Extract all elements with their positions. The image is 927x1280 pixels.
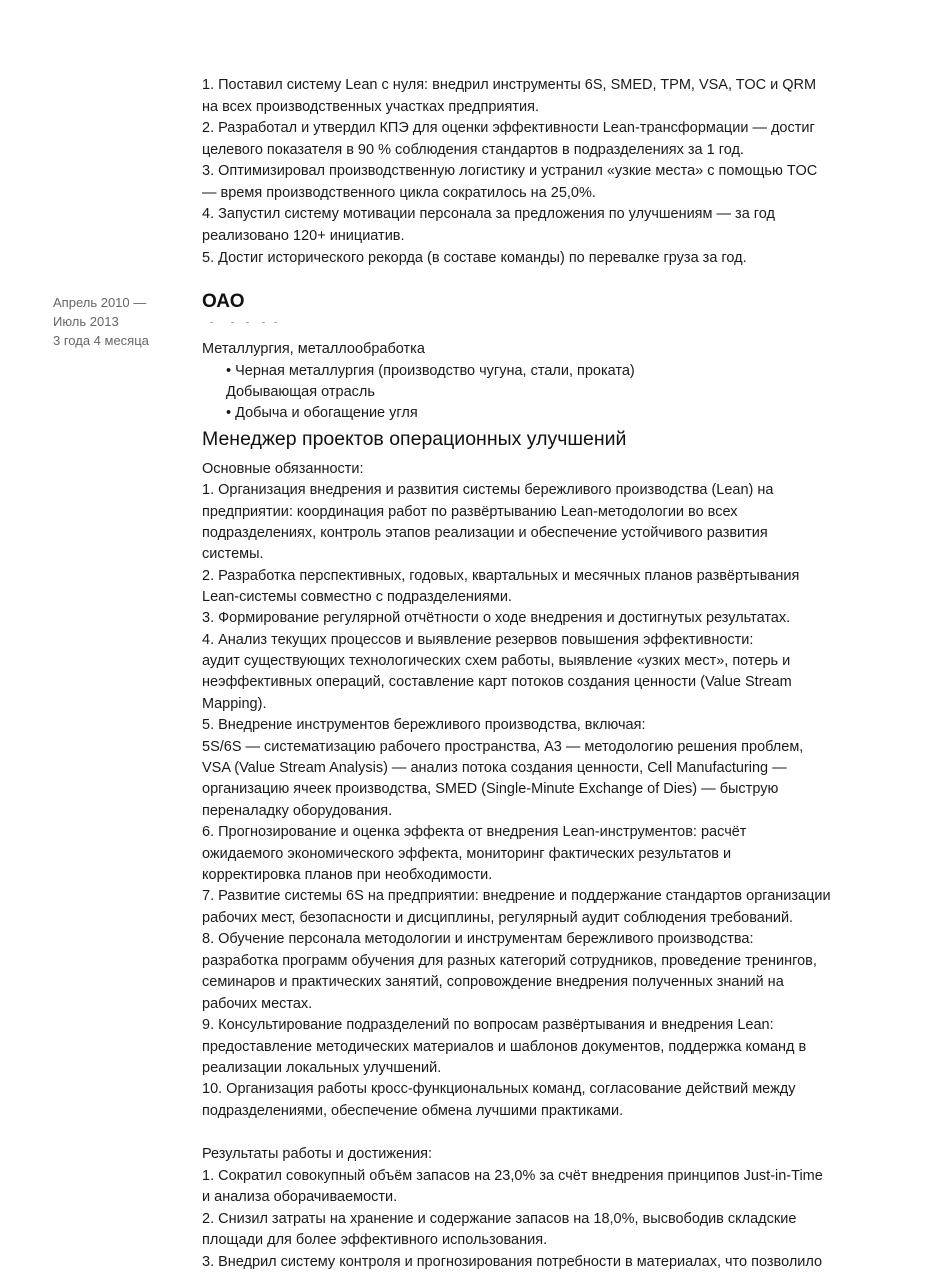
text-line: корректировка планов при необходимости. xyxy=(202,867,493,883)
text-line: 9. Консультирование подразделений по вопросам развёртывания и внедрения Lean: xyxy=(202,1017,774,1033)
industry-item: • Добыча и обогащение угля xyxy=(226,405,418,421)
text-line: переналадку оборудования. xyxy=(202,803,393,819)
text-line: организацию ячеек производства, SMED (Single-Minute Exchange of Dies) — быструю xyxy=(202,781,779,797)
text-line: разработка программ обучения для разных категорий сотрудников, проведение тренингов, xyxy=(202,953,817,969)
text-line: 3. Формирование регулярной отчётности о ходе внедрения и достигнутых результатах. xyxy=(202,610,791,626)
industry-label: Металлургия, металлообработка xyxy=(202,341,425,357)
text-line: целевого показателя в 90 % соблюдения стандартов в подразделениях за 1 год. xyxy=(202,142,744,158)
text-line: площади для более эффективного использования. xyxy=(202,1232,548,1248)
text-line: 2. Разработал и утвердил КПЭ для оценки эффективности Lean-трансформации — достиг xyxy=(202,120,815,136)
text-line: 2. Снизил затраты на хранение и содержание запасов на 18,0%, высвободив складские xyxy=(202,1211,797,1227)
period-duration: 3 года 4 месяца xyxy=(53,333,149,348)
period-start: Апрель 2010 — xyxy=(53,295,147,310)
text-line: системы. xyxy=(202,546,264,562)
text-line: 7. Развитие системы 6S на предприятии: внедрение и поддержание стандартов организации xyxy=(202,888,831,904)
text-line: Lean-системы совместно с подразделениями. xyxy=(202,589,512,605)
text-line: 2. Разработка перспективных, годовых, квартальных и месячных планов развёртывания xyxy=(202,568,800,584)
text-line: реализовано 120+ инициатив. xyxy=(202,228,405,244)
industry-item: • Черная металлургия (производство чугуна, стали, проката) xyxy=(226,363,635,379)
text-line: предприятии: координация работ по развёртыванию Lean-методологии во всех xyxy=(202,504,738,520)
text-line: Результаты работы и достижения: xyxy=(202,1146,433,1162)
text-line: реализации локальных улучшений. xyxy=(202,1060,442,1076)
text-line: 5. Внедрение инструментов бережливого производства, включая: xyxy=(202,717,646,733)
text-line: ожидаемого экономического эффекта, мониторинг фактических результатов и xyxy=(202,846,732,862)
text-line: семинаров и практических занятий, сопровождение внедрения полученных знаний на xyxy=(202,974,784,990)
text-line: 5. Достиг исторического рекорда (в составе команды) по перевалке груза за год. xyxy=(202,250,747,266)
text-line: на всех производственных участках предприятия. xyxy=(202,99,539,115)
text-line: 5S/6S — систематизацию рабочего пространства, A3 — методологию решения проблем, xyxy=(202,739,804,755)
text-line: 1. Сократил совокупный объём запасов на 23,0% за счёт внедрения принципов Just-in-Time xyxy=(202,1168,823,1184)
text-line: предоставление методических материалов и шаблонов документов, поддержка команд в xyxy=(202,1039,807,1055)
text-line: рабочих местах. xyxy=(202,996,313,1012)
text-line: 4. Анализ текущих процессов и выявление резервов повышения эффективности: xyxy=(202,632,754,648)
text-line: — время производственного цикла сократилось на 25,0%. xyxy=(202,185,596,201)
text-line: Основные обязанности: xyxy=(202,461,364,477)
text-line: аудит существующих технологических схем работы, выявление «узких мест», потерь и xyxy=(202,653,791,669)
text-line: 1. Поставил систему Lean с нуля: внедрил инструменты 6S, SMED, TPM, VSA, TOC и QRM xyxy=(202,77,817,93)
text-line: рабочих мест, безопасности и дисциплины, регулярный аудит соблюдения требований. xyxy=(202,910,794,926)
text-line: 4. Запустил систему мотивации персонала за предложения по улучшениям — за год xyxy=(202,206,775,222)
text-line: подразделениях, контроль этапов реализации и обеспечение устойчивого развития xyxy=(202,525,768,541)
company-name: ОАО xyxy=(202,291,245,312)
text-line: 1. Организация внедрения и развития системы бережливого производства (Lean) на xyxy=(202,482,774,498)
text-line: 3. Оптимизировал производственную логистику и устранил «узкие места» с помощью TOC xyxy=(202,163,818,179)
text-line: подразделениями, обеспечение обмена лучшими практиками. xyxy=(202,1103,624,1119)
industry-label: Добывающая отрасль xyxy=(226,384,375,400)
text-line: и анализа оборачиваемости. xyxy=(202,1189,398,1205)
text-line: 8. Обучение персонала методологии и инструментам бережливого производства: xyxy=(202,931,754,947)
text-line: Mapping). xyxy=(202,696,267,712)
text-line: неэффективных операций, составление карт потоков создания ценности (Value Stream xyxy=(202,674,792,690)
text-line: VSA (Value Stream Analysis) — анализ потока создания ценности, Cell Manufacturing — xyxy=(202,760,787,776)
text-line: 10. Организация работы кросс-функциональных команд, согласование действий между xyxy=(202,1081,796,1097)
text-line: 3. Внедрил систему контроля и прогнозирования потребности в материалах, что позволило xyxy=(202,1254,823,1270)
period-end: Июль 2013 xyxy=(53,314,119,329)
cropped-text-fragment xyxy=(202,322,280,326)
text-line: 6. Прогнозирование и оценка эффекта от внедрения Lean-инструментов: расчёт xyxy=(202,824,747,840)
position-title: Менеджер проектов операционных улучшений xyxy=(202,428,627,450)
